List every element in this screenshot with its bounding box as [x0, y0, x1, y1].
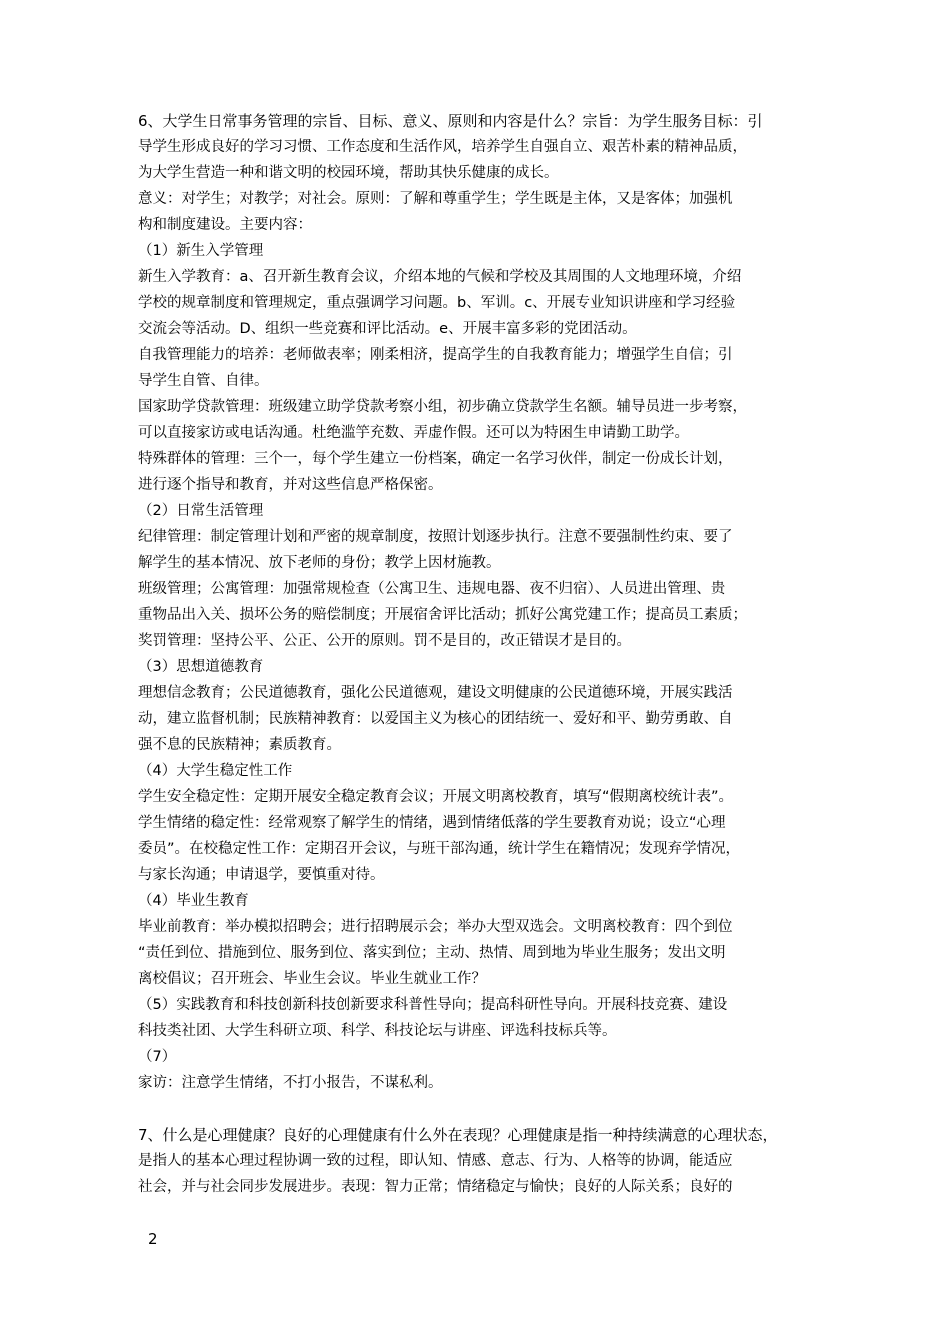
text-line: 解学生的基本情况、放下老师的身份；教学上因材施教。 [138, 555, 501, 571]
text-line: （5）实践教育和科技创新科技创新要求科普性导向；提高科研性导向。开展科技竞赛、建设 [138, 997, 728, 1013]
text-line: 国家助学贷款管理：班级建立助学贷款考察小组，初步确立贷款学生名额。辅导员进一步考察， [138, 399, 747, 415]
text-line: “责任到位、措施到位、服务到位、落实到位；主动、热情、周到地为毕业生服务；发出文明 [138, 945, 726, 961]
moral-education-paragraph [138, 680, 818, 758]
text-line: 6、大学生日常事务管理的宗旨、目标、意义、原则和内容是什么？宗旨：为学生服务目标：引 [138, 112, 763, 130]
text-line: 委员”。在校稳定性工作：定期召开会议，与班干部沟通，统计学生在籍情况；发现弃学情况， [138, 841, 741, 857]
page-number: 2 [148, 1230, 158, 1248]
question-7 [138, 1122, 818, 1200]
text-line: 离校倡议；召开班会、毕业生会议。毕业生就业工作？ [138, 971, 486, 987]
text-line: 意义：对学生；对教学；对社会。原则：了解和尊重学生；学生既是主体，又是客体；加强机 [138, 191, 733, 207]
text-line: 进行逐个指导和教育，并对这些信息严格保密。 [138, 477, 443, 493]
text-line: 强不息的民族精神；素质教育。 [138, 737, 341, 753]
text-line: 重物品出入关、损坏公务的赔偿制度；开展宿舍评比活动；抓好公寓党建工作；提高员工素质； [138, 607, 747, 623]
special-groups-paragraph [138, 446, 818, 498]
text-line: 与家长沟通；申请退学，要慎重对待。 [138, 867, 385, 883]
section-heading-graduates: （4）毕业生教育 [138, 893, 249, 909]
section-heading-daily-life: （2）日常生活管理 [138, 503, 264, 519]
text-line: 理想信念教育；公民道德教育，强化公民道德观，建设文明健康的公民道德环境，开展实践活 [138, 685, 733, 701]
home-visit-paragraph: 家访：注意学生情绪，不打小报告，不谋私利。 [138, 1075, 443, 1091]
text-line: 为大学生营造一种和谐文明的校园环境，帮助其快乐健康的成长。 [138, 165, 559, 181]
text-line: 学生安全稳定性：定期开展安全稳定教育会议；开展文明离校教育，填写“假期离校统计表”。 [138, 789, 734, 805]
text-line: 7、什么是心理健康？良好的心理健康有什么外在表现？心理健康是指一种持续满意的心理状态， [138, 1126, 778, 1144]
text-line: 科技类社团、大学生科研立项、科学、科技论坛与讲座、评选科技标兵等。 [138, 1023, 617, 1039]
text-line: 毕业前教育：举办模拟招聘会；进行招聘展示会；举办大型双选会。文明离校教育：四个到位 [138, 919, 733, 935]
text-line: 班级管理；公寓管理：加强常规检查（公寓卫生、违规电器、夜不归宿）、人员进出管理、贵 [138, 581, 726, 597]
text-line: 社会，并与社会同步发展进步。表现：智力正常；情绪稳定与愉快；良好的人际关系；良好的 [138, 1179, 733, 1195]
text-line: 奖罚管理：坚持公平、公正、公开的原则。罚不是目的，改正错误才是目的。 [138, 633, 631, 649]
text-line: 纪律管理：制定管理计划和严密的规章制度，按照计划逐步执行。注意不要强制性约束、要了 [138, 529, 733, 545]
self-management-paragraph [138, 342, 818, 394]
text-line: 导学生自管、自律。 [138, 373, 269, 389]
student-loan-paragraph [138, 394, 818, 446]
text-line: 构和制度建设。主要内容： [138, 217, 312, 233]
document-body [138, 108, 818, 1200]
text-line: 导学生形成良好的学习习惯、工作态度和生活作风，培养学生自强自立、艰苦朴素的精神品质， [138, 139, 747, 155]
section-heading-7: （7） [138, 1049, 177, 1065]
text-line: 是指人的基本心理过程协调一致的过程，即认知、情感、意志、行为、人格等的协调，能适应 [138, 1153, 733, 1169]
text-line: 交流会等活动。D、组织一些竞赛和评比活动。e、开展丰富多彩的党团活动。 [138, 321, 637, 337]
practice-innovation-paragraph [138, 992, 818, 1044]
section-heading-stability: （4）大学生稳定性工作 [138, 763, 293, 779]
question-6-meaning [138, 186, 818, 238]
text-line: 学生情绪的稳定性：经常观察了解学生的情绪，遇到情绪低落的学生要教育劝说；设立“心理 [138, 815, 726, 831]
text-line: 自我管理能力的培养：老师做表率；刚柔相济，提高学生的自我教育能力；增强学生自信；引 [138, 347, 733, 363]
paragraph-gap [138, 1096, 818, 1122]
dormitory-paragraph [138, 576, 818, 654]
stability-paragraph [138, 784, 818, 888]
text-line: 学校的规章制度和管理规定，重点强调学习问题。b、军训。c、开展专业知识讲座和学习经验 [138, 295, 736, 311]
section-heading-freshman: （1）新生入学管理 [138, 243, 264, 259]
text-line: 特殊群体的管理：三个一，每个学生建立一份档案，确定一名学习伙伴，制定一份成长计划， [138, 451, 733, 467]
text-line: 动，建立监督机制；民族精神教育：以爱国主义为核心的团结统一、爱好和平、勤劳勇敢、自 [138, 711, 733, 727]
question-6-intro [138, 108, 818, 186]
discipline-paragraph [138, 524, 818, 576]
freshman-education-paragraph [138, 264, 818, 342]
section-heading-moral-education: （3）思想道德教育 [138, 659, 264, 675]
text-line: 可以直接家访或电话沟通。杜绝滥竽充数、弄虚作假。还可以为特困生申请勤工助学。 [138, 425, 689, 441]
text-line: 新生入学教育：a、召开新生教育会议，介绍本地的气候和学校及其周围的人文地理环境，介绍 [138, 269, 742, 285]
graduates-paragraph [138, 914, 818, 992]
